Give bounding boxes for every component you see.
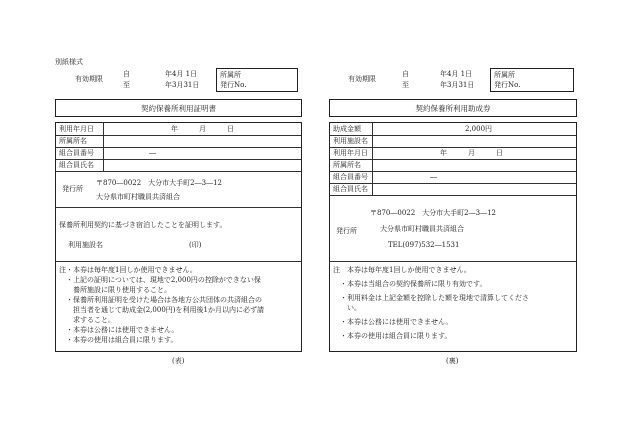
- note-line: ・本券は公務には使用できません。: [59, 326, 179, 334]
- note-line: い。: [333, 304, 361, 312]
- note-line: ・本券は公務には使用できません。: [333, 318, 453, 326]
- right-row-value: 年 月 日: [440, 149, 503, 157]
- left-row-value: ―: [149, 149, 156, 157]
- note-line: 求すること。: [59, 316, 115, 324]
- right-row-label: 組合員番号: [333, 173, 368, 181]
- note-line: 注 本券は毎年度1回しか使用できません。: [333, 266, 471, 274]
- right-row-label: 組合員氏名: [333, 185, 368, 193]
- left-issuer-line: 大分県市町村職員共済組合: [96, 193, 180, 201]
- right-to-date: 年3月31日: [440, 81, 475, 89]
- left-notes: [59, 265, 264, 345]
- right-validity-label: 有効期限: [348, 75, 376, 83]
- note-line: 注・本券は毎年度1回しか使用できません。: [59, 266, 197, 274]
- right-from-date: 年4月 1日: [440, 70, 473, 78]
- right-form: [329, 122, 577, 352]
- note-line: ・保養所利用証明を受けた場合は各地方公共団体の共済組合の: [59, 296, 262, 304]
- left-from-date: 年4月 1日: [165, 70, 198, 78]
- left-validity-label: 有効期限: [75, 75, 103, 83]
- right-row-label: 利用施設名: [333, 137, 368, 145]
- note-line: ・本券の使用は組合員に限ります。: [333, 332, 452, 340]
- left-facility-label: 利用施設名: [68, 241, 103, 249]
- left-title: 契約保養所利用証明書: [141, 104, 216, 113]
- left-form: [55, 122, 302, 352]
- form-label: 別紙様式: [55, 58, 83, 66]
- note-line: ・本券の使用は組合員に限ります。: [59, 336, 178, 344]
- right-row-value: 2,000円: [465, 125, 493, 133]
- left-from-label: 自: [123, 70, 130, 78]
- left-issuer-line: 〒870―0022 大分市大手町2―3―12: [96, 179, 222, 187]
- note-line: 養所施設に限り使用すること。: [59, 286, 171, 294]
- note-line: ・本券は当組合の契約保養所に限り有効です。: [333, 280, 487, 288]
- left-to-label: 至: [123, 81, 130, 89]
- right-issue-no-label: 発行No.: [494, 81, 521, 89]
- right-issuer-line: TEL(097)532―1531: [388, 241, 460, 249]
- right-office-label: 所属所: [494, 71, 515, 79]
- right-side-label: (裏): [446, 357, 459, 365]
- note-line: ・利用料金は上記金額を控除した額を現地で清算してくださ: [333, 294, 529, 302]
- right-row-label: 助成金額: [333, 125, 361, 133]
- left-certify-text: 保養所利用契約に基づき宿泊したことを証明します。: [59, 221, 227, 229]
- right-row-value: ―: [430, 173, 437, 181]
- left-row-label: 組合員番号: [59, 149, 94, 157]
- right-row-label: 所属所名: [333, 161, 361, 169]
- note-line: ・上記の証明については、現地で2,000円の控除ができない保: [59, 276, 261, 284]
- right-issuer-line: 大分県市町村職員共済組合: [380, 225, 464, 233]
- left-row-label: 組合員氏名: [59, 161, 94, 169]
- right-title-box: [329, 99, 577, 117]
- left-office-label: 所属所: [220, 71, 241, 79]
- left-issue-no-label: 発行No.: [220, 81, 247, 89]
- note-line: 担当者を通じて助成金(2,000円)を利用後1か月以内に必ず請: [59, 306, 264, 314]
- left-row-label: 所属所名: [59, 137, 87, 145]
- right-row-label: 利用年月日: [333, 149, 368, 157]
- left-side-label: (表): [172, 357, 185, 365]
- left-office-box: [216, 68, 298, 92]
- right-title: 契約保養所利用助成券: [415, 104, 491, 113]
- left-row-value: 年 月 日: [171, 125, 234, 133]
- right-issuer-line: 〒870―0022 大分市大手町2―3―12: [370, 209, 496, 217]
- left-issuer-label: 発行所: [62, 185, 83, 193]
- right-notes: [333, 265, 529, 341]
- left-to-date: 年3月31日: [165, 81, 200, 89]
- right-office-box: [490, 68, 574, 92]
- right-from-label: 自: [402, 70, 409, 78]
- left-title-box: [55, 99, 302, 117]
- right-issuer-label: 発行所: [336, 227, 357, 235]
- left-row-label: 利用年月日: [59, 125, 94, 133]
- left-seal: (印): [189, 241, 202, 249]
- right-to-label: 至: [402, 81, 409, 89]
